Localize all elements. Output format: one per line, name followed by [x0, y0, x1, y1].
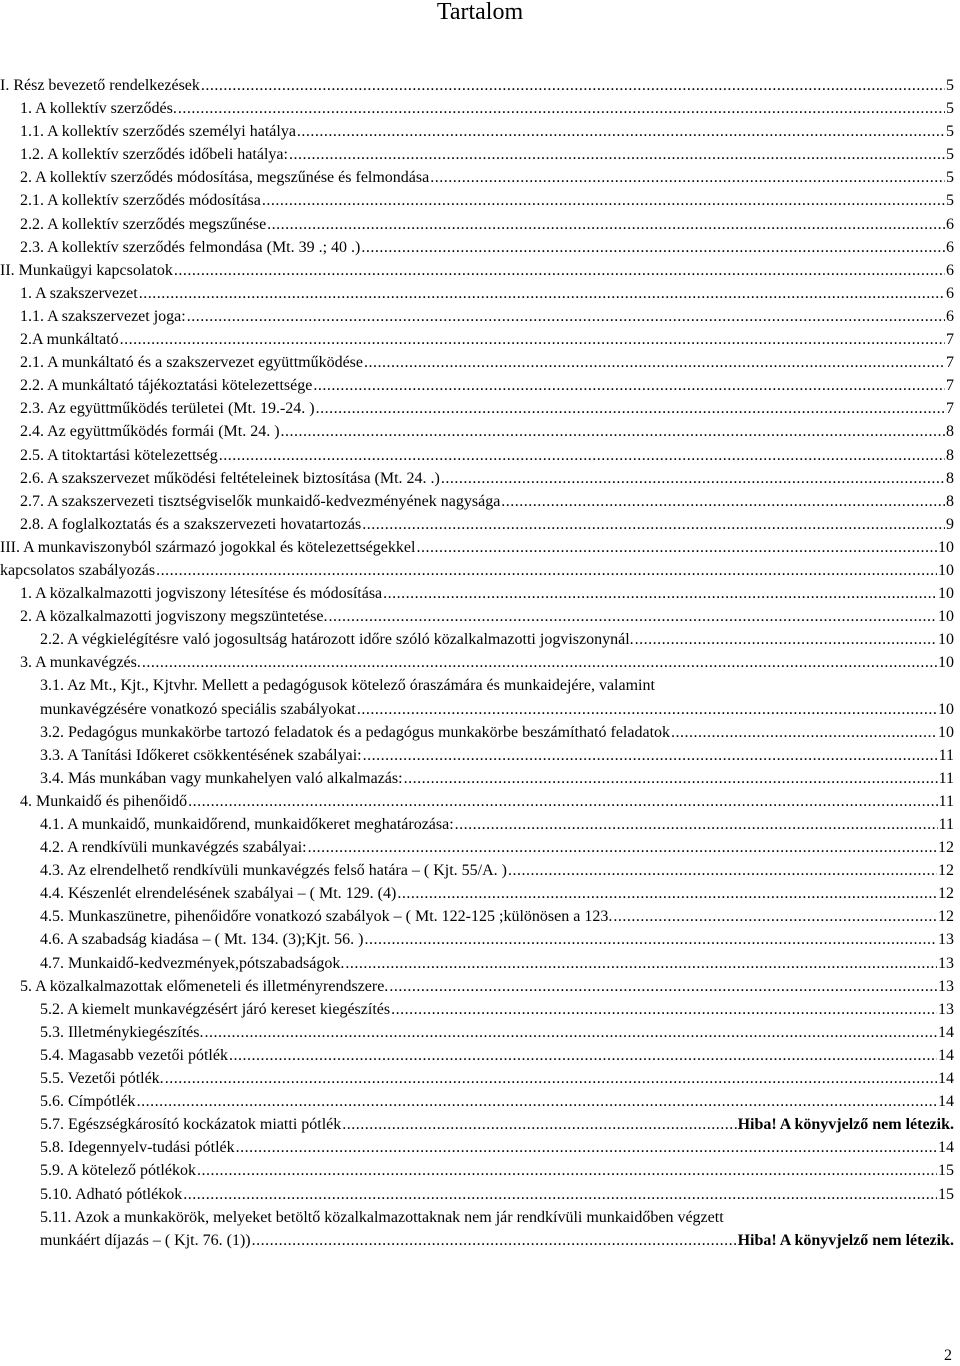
toc-dot-leader: [313, 374, 945, 397]
toc-dot-leader: [455, 813, 938, 836]
toc-entry-title: 1.2. A kollektív szerződés időbeli hatálya:: [20, 146, 288, 164]
toc-dot-leader: [187, 305, 945, 328]
toc-entry[interactable]: [0, 859, 960, 882]
toc-page-number: 12: [938, 839, 954, 857]
toc-page-number: 7: [946, 331, 954, 349]
toc-entry-title: 3. A munkavégzés.: [20, 654, 141, 672]
toc-entry-title: 3.3. A Tanítási Időkeret csökkentésének szabályai:: [40, 746, 362, 764]
toc-entry-title: 2.2. A kollektív szerződés megszűnése: [20, 215, 267, 233]
toc-page-number: 5: [946, 192, 954, 210]
toc-entry-title: 2.5. A titoktartási kötelezettség: [20, 446, 218, 464]
toc-dot-leader: [364, 351, 945, 374]
toc-entry-title: 5.7. Egészségkárosító kockázatok miatti pótlék: [40, 1116, 342, 1134]
toc-dot-leader: [365, 928, 938, 951]
toc-entry[interactable]: [0, 120, 960, 143]
toc-page-number: 8: [946, 446, 954, 464]
toc-page-number: 5: [946, 146, 954, 164]
toc-page-number: Hiba! A könyvjelző nem létezik.: [737, 1231, 954, 1249]
toc-entry[interactable]: [0, 1090, 960, 1113]
toc-entry[interactable]: [0, 767, 960, 790]
toc-entry[interactable]: [0, 582, 960, 605]
toc-page-number: 10: [938, 538, 954, 556]
toc-entry[interactable]: [0, 559, 960, 582]
toc-dot-leader: [342, 1113, 736, 1136]
toc-dot-leader: [316, 397, 945, 420]
toc-entry-title: 2.1. A munkáltató és a szakszervezet együttműködése: [20, 354, 364, 372]
toc-entry[interactable]: [0, 420, 960, 443]
toc-dot-leader: [137, 1090, 937, 1113]
toc-entry-title: 5.8. Idegennyelv-tudási pótlék: [40, 1139, 235, 1157]
page-number: 2: [944, 1347, 952, 1364]
toc-page-number: 10: [938, 585, 954, 603]
toc-page-number: 11: [938, 769, 954, 787]
toc-dot-leader: [219, 444, 945, 467]
table-of-contents: [0, 74, 960, 1252]
toc-entry-title: 5.2. A kiemelt munkavégzésért járó kereset kiegészítés: [40, 1000, 391, 1018]
toc-entry[interactable]: [0, 952, 960, 975]
toc-page-number: 7: [946, 377, 954, 395]
toc-page-number: 13: [938, 931, 954, 949]
toc-entry[interactable]: [0, 905, 960, 928]
toc-page-number: 14: [938, 1023, 954, 1041]
toc-page-number: 10: [938, 561, 954, 579]
toc-dot-leader: [289, 143, 945, 166]
toc-entry-title: 5.11. Azok a munkakörök, melyeket betöltő közalkalmazottaknak nem jár rendkívüli munkaidőben végzett: [40, 1208, 724, 1226]
toc-page-number: 10: [938, 723, 954, 741]
toc-entry[interactable]: [0, 721, 960, 744]
toc-entry-title: 2.1. A kollektív szerződés módosítása: [20, 192, 261, 210]
toc-entry[interactable]: [0, 328, 960, 351]
toc-dot-leader: [635, 628, 937, 651]
toc-entry[interactable]: [0, 213, 960, 236]
toc-entry[interactable]: [0, 513, 960, 536]
toc-entry-title: 2. A közalkalmazotti jogviszony megszüntetése.: [20, 608, 328, 626]
toc-dot-leader: [328, 605, 937, 628]
toc-entry-title: 1. A kollektív szerződés.: [20, 100, 177, 118]
toc-entry-title: 4.6. A szabadság kiadása – ( Mt. 134. (3);Kjt. 56. ): [40, 931, 364, 949]
toc-entry-title: 4.5. Munkaszünetre, pihenőidőre vonatkozó szabályok – ( Mt. 122-125 ;különösen a 123.: [40, 908, 613, 926]
toc-entry-title: III. A munkaviszonyból származó jogokkal és kötelezettségekkel: [0, 538, 416, 556]
toc-entry-title: 1.1. A kollektív szerződés személyi hatálya: [20, 123, 296, 141]
toc-dot-leader: [139, 282, 945, 305]
toc-dot-leader: [397, 882, 937, 905]
toc-entry[interactable]: [0, 1044, 960, 1067]
toc-entry[interactable]: [0, 836, 960, 859]
toc-entry[interactable]: [0, 467, 960, 490]
toc-entry-title: 2.7. A szakszervezeti tisztségviselők munkaidő-kedvezményének nagysága: [20, 492, 501, 510]
toc-entry-title: 5. A közalkalmazottak előmeneteli és illetményrendszere.: [20, 977, 389, 995]
toc-entry-title: 2.4. Az együttműködés formái (Mt. 24. ): [20, 423, 280, 441]
toc-entry[interactable]: [0, 259, 960, 282]
toc-entry-title: 3.2. Pedagógus munkakörbe tartozó feladatok és a pedagógus munkakörbe beszámítható feladatok: [40, 723, 671, 741]
toc-dot-leader: [142, 651, 937, 674]
toc-entry[interactable]: [0, 1021, 960, 1044]
toc-page-number: 11: [938, 816, 954, 833]
toc-dot-leader: [501, 490, 945, 513]
toc-entry-title: 1. A közalkalmazotti jogviszony létesítése és módosítása: [20, 585, 383, 603]
toc-page-number: 12: [938, 862, 954, 880]
toc-entry[interactable]: [0, 97, 960, 120]
toc-entry[interactable]: [0, 1136, 960, 1159]
toc-entry[interactable]: [0, 166, 960, 189]
toc-entry[interactable]: [0, 397, 960, 420]
toc-page-number: 11: [938, 746, 954, 764]
toc-entry-title: 2.3. A kollektív szerződés felmondása (Mt. 39 .; 40 .): [20, 238, 361, 256]
toc-dot-leader: [297, 120, 945, 143]
toc-page-number: 12: [938, 908, 954, 926]
toc-entry-title: 4.4. Készenlét elrendelésének szabályai – ( Mt. 129. (4): [40, 885, 397, 903]
toc-entry-title: 2.2. A munkáltató tájékoztatási kötelezettsége: [20, 377, 313, 395]
toc-dot-leader: [236, 1136, 937, 1159]
toc-dot-leader: [357, 698, 937, 721]
toc-dot-leader: [174, 259, 945, 282]
toc-entry[interactable]: [0, 374, 960, 397]
toc-entry[interactable]: [0, 143, 960, 166]
toc-entry-title: 5.3. Illetménykiegészítés.: [40, 1023, 204, 1041]
toc-dot-leader: [389, 975, 937, 998]
toc-entry[interactable]: [0, 605, 960, 628]
toc-dot-leader: [281, 420, 945, 443]
toc-entry[interactable]: [0, 1206, 960, 1252]
toc-entry-title: 2.6. A szakszervezet működési feltételeinek biztosítása (Mt. 24. .): [20, 469, 440, 487]
toc-entry[interactable]: [0, 998, 960, 1021]
toc-entry[interactable]: [0, 189, 960, 212]
toc-entry[interactable]: [0, 351, 960, 374]
toc-entry-title: 5.10. Adható pótlékok: [40, 1185, 183, 1203]
toc-entry-title: 2.8. A foglalkoztatás és a szakszervezeti hovatartozás: [20, 515, 362, 533]
toc-dot-leader: [404, 767, 938, 790]
toc-entry-title: 5.5. Vezetői pótlék.: [40, 1070, 164, 1088]
toc-page-number: 14: [938, 1070, 954, 1088]
toc-dot-leader: [156, 559, 937, 582]
toc-entry-title: 3.1. Az Mt., Kjt., Kjtvhr. Mellett a pedagógusok kötelező óraszámára és munkaidejére, valamint: [40, 677, 655, 695]
toc-page-number: 5: [946, 169, 954, 187]
toc-entry[interactable]: [0, 1159, 960, 1182]
toc-page-number: 6: [946, 307, 954, 325]
toc-page-number: 11: [938, 792, 954, 810]
toc-page-number: 7: [946, 400, 954, 418]
toc-dot-leader: [362, 513, 945, 536]
toc-page-number: 12: [938, 885, 954, 903]
toc-entry-title: 4.2. A rendkívüli munkavégzés szabályai:: [40, 839, 307, 857]
toc-entry[interactable]: [0, 651, 960, 674]
toc-page-number: 10: [938, 700, 954, 718]
toc-entry-title: II. Munkaügyi kapcsolatok: [0, 261, 173, 279]
toc-entry-title: 4.1. A munkaidő, munkaidőrend, munkaidőkeret meghatározása:: [40, 816, 454, 833]
toc-page-number: 5: [946, 77, 954, 94]
toc-dot-leader: [391, 998, 937, 1021]
page-title: Tartalom: [436, 0, 524, 25]
toc-dot-leader: [262, 189, 945, 212]
toc-page-number: 13: [938, 977, 954, 995]
toc-page-number: 8: [946, 469, 954, 487]
toc-dot-leader: [201, 74, 945, 97]
toc-dot-leader: [363, 744, 938, 767]
toc-dot-leader: [183, 1183, 937, 1206]
toc-entry[interactable]: [0, 744, 960, 767]
toc-page-number: 5: [946, 100, 954, 118]
toc-entry-title: 2.2. A végkielégítésre való jogosultság határozott időre szóló közalkalmazotti jogviszonynál.: [40, 631, 634, 649]
toc-dot-leader: [441, 467, 945, 490]
toc-dot-leader: [508, 859, 937, 882]
toc-entry[interactable]: [0, 74, 960, 97]
toc-entry-title: 4.3. Az elrendelhető rendkívüli munkavégzés felső határa – ( Kjt. 55/A. ): [40, 862, 507, 880]
toc-entry[interactable]: [0, 444, 960, 467]
toc-dot-leader: [120, 328, 945, 351]
toc-entry[interactable]: [0, 928, 960, 951]
toc-entry[interactable]: [0, 1067, 960, 1090]
toc-page-number: 10: [938, 608, 954, 626]
toc-entry[interactable]: [0, 813, 960, 836]
toc-dot-leader: [197, 1159, 937, 1182]
toc-entry-title: 2. A kollektív szerződés módosítása, megszűnése és felmondása: [20, 169, 430, 187]
toc-dot-leader: [178, 97, 945, 120]
toc-page-number: 13: [938, 954, 954, 972]
toc-dot-leader: [383, 582, 937, 605]
toc-entry[interactable]: [0, 975, 960, 998]
toc-dot-leader: [229, 1044, 937, 1067]
toc-page-number: 8: [946, 423, 954, 441]
toc-page-number: Hiba! A könyvjelző nem létezik.: [737, 1116, 954, 1134]
toc-dot-leader: [308, 836, 937, 859]
toc-entry-title: 1.1. A szakszervezet joga:: [20, 307, 186, 325]
toc-page-number: 5: [946, 123, 954, 141]
toc-page-number: 14: [938, 1139, 954, 1157]
toc-entry[interactable]: [0, 536, 960, 559]
toc-entry[interactable]: [0, 1183, 960, 1206]
toc-page-number: 9: [946, 515, 954, 533]
toc-page-number: 6: [946, 215, 954, 233]
toc-entry-title: 5.6. Címpótlék: [40, 1093, 136, 1111]
toc-entry[interactable]: [0, 628, 960, 651]
toc-page-number: 15: [938, 1162, 954, 1180]
toc-page-number: 6: [946, 284, 954, 302]
toc-dot-leader: [613, 905, 937, 928]
toc-entry[interactable]: [0, 882, 960, 905]
toc-entry[interactable]: [0, 790, 960, 813]
toc-entry-title: 4. Munkaidő és pihenőidő: [20, 792, 188, 810]
toc-page-number: 10: [938, 654, 954, 672]
toc-page-number: 8: [946, 492, 954, 510]
toc-page-number: 10: [938, 631, 954, 649]
toc-entry[interactable]: [0, 490, 960, 513]
toc-entry[interactable]: [0, 305, 960, 328]
toc-page-number: 6: [946, 261, 954, 279]
toc-dot-leader: [361, 236, 945, 259]
toc-entry[interactable]: [0, 674, 960, 720]
toc-dot-leader: [165, 1067, 937, 1090]
toc-entry-title: I. Rész bevezető rendelkezések: [0, 77, 200, 94]
toc-entry-title-continued: munkavégzésére vonatkozó speciális szabályokat: [40, 700, 356, 718]
toc-entry-title-continued: munkáért díjazás – ( Kjt. 76. (1)): [40, 1231, 251, 1249]
toc-dot-leader: [267, 213, 945, 236]
toc-dot-leader: [671, 721, 937, 744]
toc-page-number: 13: [938, 1000, 954, 1018]
toc-entry-title: 3.4. Más munkában vagy munkahelyen való alkalmazás:: [40, 769, 403, 787]
toc-entry[interactable]: [0, 282, 960, 305]
toc-page-number: 14: [938, 1093, 954, 1111]
toc-entry-title: 4.7. Munkaidő-kedvezmények,pótszabadságok.: [40, 954, 345, 972]
toc-entry[interactable]: [0, 236, 960, 259]
toc-entry[interactable]: [0, 1113, 960, 1136]
toc-dot-leader: [416, 536, 937, 559]
toc-entry-title: 2.3. Az együttműködés területei (Mt. 19.-24. ): [20, 400, 315, 418]
toc-entry-title: kapcsolatos szabályozás: [0, 561, 156, 579]
toc-dot-leader: [252, 1229, 737, 1252]
toc-dot-leader: [345, 952, 937, 975]
toc-entry-title: 2.A munkáltató: [20, 331, 119, 349]
toc-dot-leader: [205, 1021, 937, 1044]
toc-dot-leader: [430, 166, 945, 189]
toc-page-number: 7: [946, 354, 954, 372]
toc-dot-leader: [188, 790, 938, 813]
toc-page-number: 6: [946, 238, 954, 256]
toc-page-number: 15: [938, 1185, 954, 1203]
toc-entry-title: 5.9. A kötelező pótlékok: [40, 1162, 196, 1180]
toc-entry-title: 1. A szakszervezet: [20, 284, 138, 302]
toc-page-number: 14: [938, 1046, 954, 1064]
toc-entry-title: 5.4. Magasabb vezetői pótlék: [40, 1046, 228, 1064]
